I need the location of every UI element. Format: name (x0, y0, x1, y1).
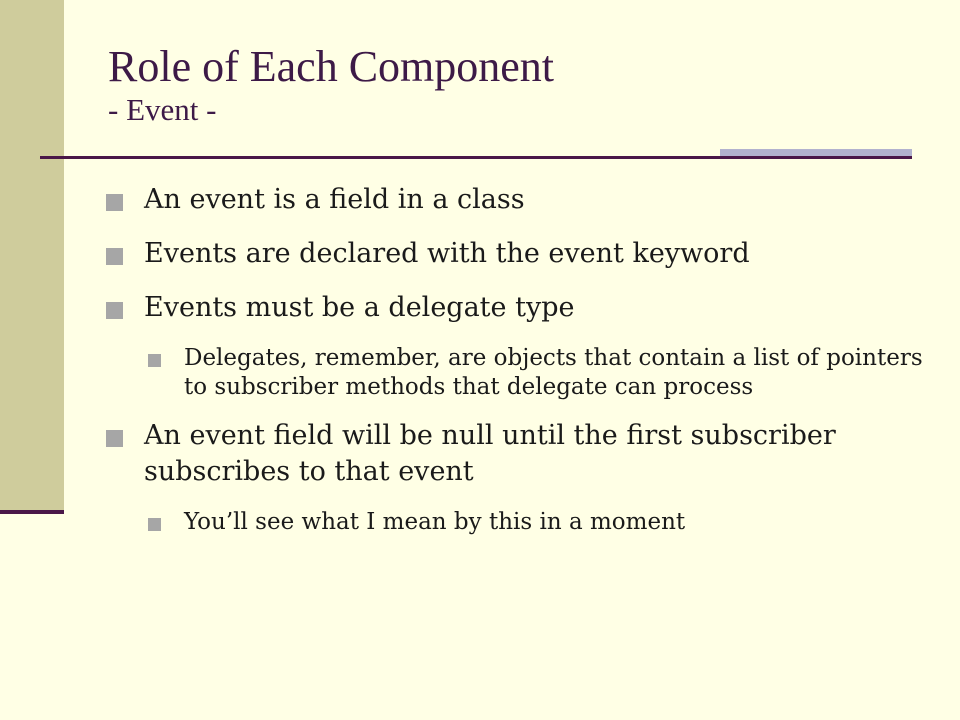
sub-bullet-text: You’ll see what I mean by this in a moment (184, 509, 686, 535)
slide-subtitle: - Event - (108, 92, 217, 128)
slide-title: Role of Each Component (108, 42, 555, 91)
bullet-text: An event is a field in a class (144, 184, 525, 215)
square-bullet-icon (106, 194, 123, 211)
bullet-item (106, 236, 936, 272)
sub-bullet-text: Delegates, remember, are objects that contain a list of pointers to subscriber methods that delegate can process (184, 345, 923, 400)
bullet-item (106, 418, 936, 490)
bullet-text: Events are declared with the event keyword (144, 238, 750, 269)
title-divider-accent (720, 149, 912, 156)
square-bullet-icon (148, 518, 161, 531)
bullet-item (106, 182, 936, 218)
slide-title-block (108, 44, 554, 127)
sub-bullet-item (148, 344, 936, 402)
square-bullet-icon (106, 248, 123, 265)
bullet-item (106, 290, 936, 326)
square-bullet-icon (106, 430, 123, 447)
bullet-list (106, 182, 936, 553)
bullet-text: Events must be a delegate type (144, 292, 575, 323)
sub-bullet-item (148, 508, 936, 537)
square-bullet-icon (148, 354, 161, 367)
square-bullet-icon (106, 302, 123, 319)
title-divider (40, 156, 912, 159)
left-accent-band-foot (0, 510, 64, 514)
bullet-text: An event field will be null until the first subscriber subscribes to that event (144, 420, 836, 487)
left-accent-band (0, 0, 64, 510)
